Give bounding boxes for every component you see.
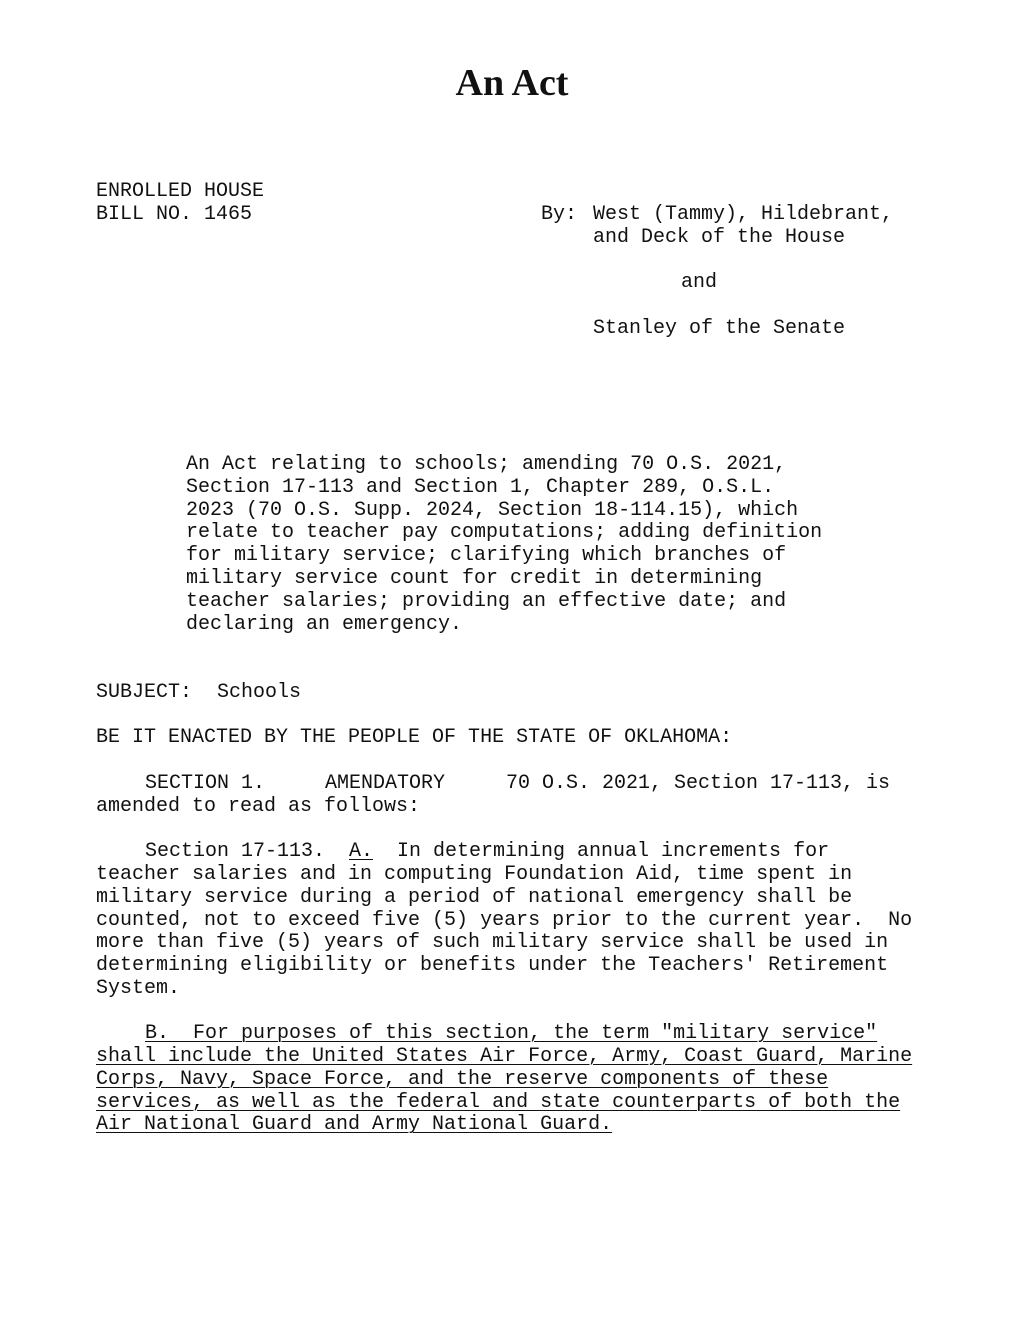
summary-line: declaring an emergency.	[186, 612, 463, 636]
paragraph-line: more than five (5) years of such military service shall be used in	[96, 931, 889, 955]
section-continuation: amended to read as follows:	[96, 795, 421, 818]
page-title: An Act	[455, 62, 569, 104]
summary-line: for military service; clarifying which branches of	[186, 544, 787, 568]
paragraph-line: counted, not to exceed five (5) years prior to the current year. No	[96, 908, 913, 932]
section-citation: 70 O.S. 2021, Section 17-113, is	[506, 772, 891, 795]
house-authors-line1: West (Tammy), Hildebrant,	[593, 203, 894, 226]
subsection-b-first-line: B. For purposes of this section, the term "military service"	[145, 1022, 878, 1045]
paragraph-line: determining eligibility or benefits under the Teachers' Retirement	[96, 954, 889, 978]
paragraph-line: Air National Guard and Army National Guard.	[96, 1113, 613, 1137]
act-summary	[186, 454, 822, 636]
subject-value: Schools	[217, 681, 302, 704]
and-label: and	[681, 271, 718, 294]
summary-line: relate to teacher pay computations; adding definition	[186, 521, 823, 545]
summary-line: 2023 (70 O.S. Supp. 2024, Section 18-114.15), which	[186, 498, 799, 522]
subsection-a-first-line: In determining annual increments for	[397, 840, 830, 863]
paragraph-line: shall include the United States Air Force, Army, Coast Guard, Marine	[96, 1045, 913, 1068]
section-type: AMENDATORY	[325, 772, 446, 795]
subject-label: SUBJECT:	[96, 681, 193, 704]
paragraph-line: teacher salaries and in computing Foundation Aid, time spent in	[96, 863, 853, 886]
bill-number: BILL NO. 1465	[96, 203, 253, 226]
subsection-a-body	[96, 864, 912, 1001]
paragraph-line: Corps, Navy, Space Force, and the reserve components of these	[96, 1067, 829, 1091]
by-label: By:	[541, 203, 578, 226]
enacting-clause: BE IT ENACTED BY THE PEOPLE OF THE STATE OF OKLAHOMA:	[96, 726, 733, 749]
summary-line: An Act relating to schools; amending 70 O.S. 2021,	[186, 453, 787, 476]
subsection-a-marker: A.	[349, 840, 374, 863]
bill-label-line1: ENROLLED HOUSE	[96, 180, 265, 203]
senate-author: Stanley of the Senate	[593, 317, 846, 340]
subsection-a-prefix: Section 17-113.	[145, 840, 326, 863]
summary-line: teacher salaries; providing an effective date; and	[186, 589, 787, 613]
summary-line: Section 17-113 and Section 1, Chapter 289, O.S.L.	[186, 475, 775, 499]
summary-line: military service count for credit in determining	[186, 566, 763, 590]
house-authors-line2: and Deck of the House	[593, 226, 846, 249]
section-heading: SECTION 1.	[145, 772, 266, 795]
paragraph-line: services, as well as the federal and state counterparts of both the	[96, 1090, 901, 1114]
paragraph-line: military service during a period of national emergency shall be	[96, 885, 853, 909]
subsection-b-body	[96, 1046, 912, 1137]
paragraph-line: System.	[96, 976, 181, 1000]
